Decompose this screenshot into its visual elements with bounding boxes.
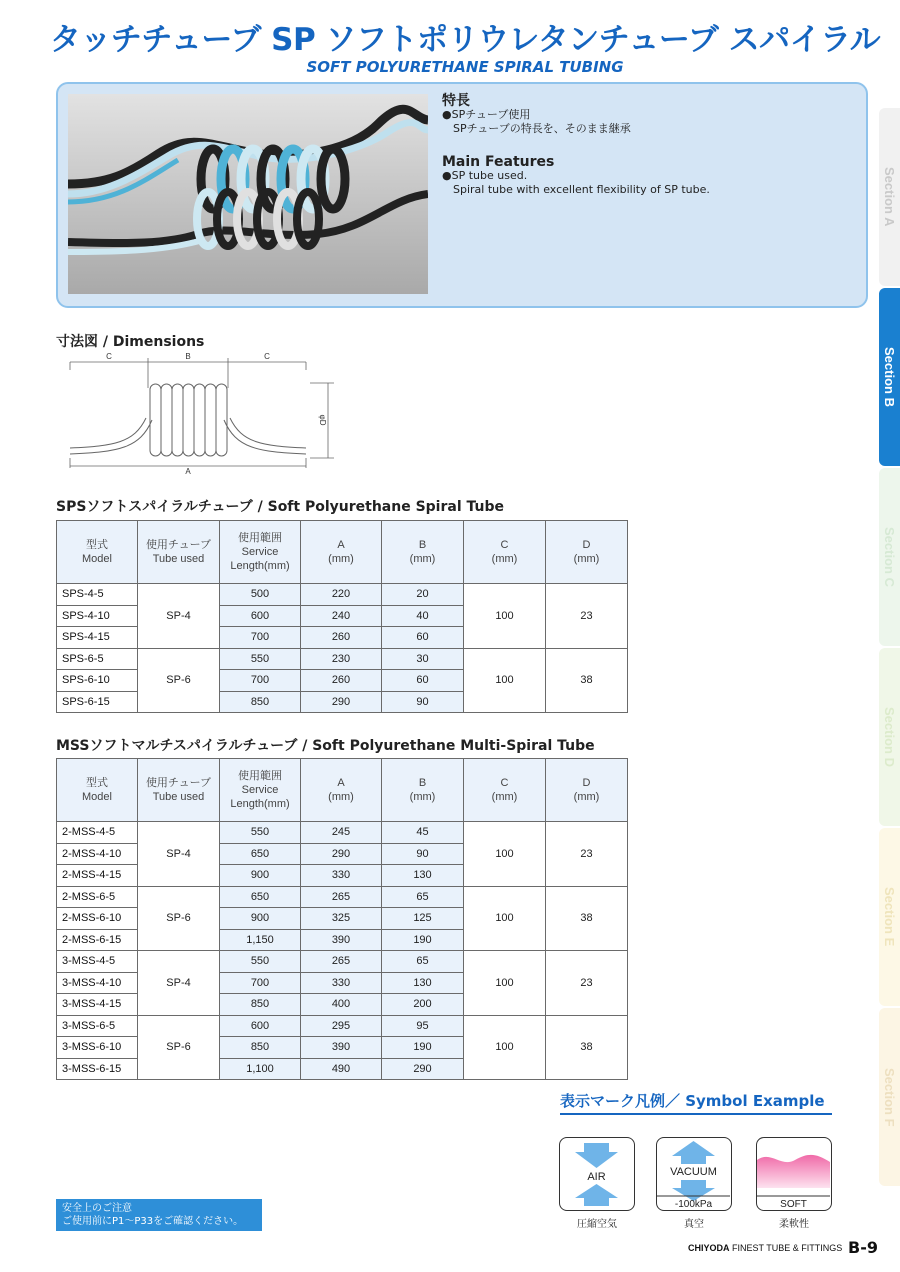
dim-label-a: A: [185, 467, 191, 476]
product-photo: [68, 94, 428, 294]
column-header-tube: 使用チューブ Tube used: [138, 521, 220, 584]
features-en: [442, 155, 862, 197]
cell-b: 90: [382, 691, 464, 713]
cell-b: 40: [382, 605, 464, 627]
mss-spec-table: [56, 758, 628, 1080]
features-jp-heading: 特長: [442, 93, 470, 109]
cell-tube: SP-6: [138, 886, 220, 951]
cell-model: SPS-6-15: [57, 691, 138, 713]
cell-b: 60: [382, 627, 464, 649]
cell-d: 38: [546, 1015, 628, 1080]
cell-tube: SP-6: [138, 648, 220, 713]
cell-a: 330: [301, 972, 382, 994]
air-symbol: [559, 1137, 635, 1211]
cell-b: 20: [382, 584, 464, 606]
cell-d: 38: [546, 886, 628, 951]
tab-section-c[interactable]: Section C: [879, 468, 900, 646]
tab-section-a[interactable]: Section A: [879, 108, 900, 286]
cell-model: SPS-6-10: [57, 670, 138, 692]
safety-notice-title: 安全上のご注意: [62, 1203, 132, 1214]
table-row: [57, 648, 628, 670]
features-en-line2: Spiral tube with excellent flexibility of SP tube.: [453, 183, 710, 196]
features-jp-line1: ●SPチューブ使用: [442, 108, 531, 121]
page-subtitle: SOFT POLYURETHANE SPIRAL TUBING: [306, 58, 624, 76]
cell-model: SPS-4-10: [57, 605, 138, 627]
dim-label-c2: C: [264, 352, 270, 361]
cell-length: 850: [220, 994, 301, 1016]
cell-tube: SP-4: [138, 584, 220, 649]
air-label: AIR: [587, 1171, 606, 1183]
cell-length: 700: [220, 627, 301, 649]
cell-a: 260: [301, 670, 382, 692]
cell-model: 2-MSS-4-15: [57, 865, 138, 887]
cell-a: 290: [301, 691, 382, 713]
tab-section-f[interactable]: Section F: [879, 1008, 900, 1186]
soft-symbol: [756, 1137, 832, 1211]
cell-length: 650: [220, 843, 301, 865]
features-jp-line2: SPチューブの特長を、そのまま継承: [453, 122, 631, 135]
cell-a: 390: [301, 929, 382, 951]
dim-label-d: φD: [318, 414, 327, 426]
cell-b: 130: [382, 972, 464, 994]
dimension-diagram: [64, 348, 344, 476]
cell-d: 23: [546, 822, 628, 887]
cell-b: 190: [382, 929, 464, 951]
table-header-row: [57, 521, 628, 584]
cell-a: 325: [301, 908, 382, 930]
column-header-d: D (mm): [546, 759, 628, 822]
cell-a: 295: [301, 1015, 382, 1037]
cell-model: SPS-6-5: [57, 648, 138, 670]
tab-section-b[interactable]: Section B: [879, 288, 900, 466]
cell-a: 260: [301, 627, 382, 649]
column-header-c: C (mm): [464, 521, 546, 584]
symbol-example-title: 表示マーク凡例／ Symbol Example: [560, 1092, 825, 1110]
column-header-tube: 使用チューブ Tube used: [138, 759, 220, 822]
cell-b: 65: [382, 886, 464, 908]
table-row: [57, 1015, 628, 1037]
table-row: [57, 886, 628, 908]
cell-tube: SP-4: [138, 822, 220, 887]
tab-section-d[interactable]: Section D: [879, 648, 900, 826]
cell-model: 3-MSS-4-5: [57, 951, 138, 973]
cell-model: 2-MSS-4-10: [57, 843, 138, 865]
cell-tube: SP-6: [138, 1015, 220, 1080]
cell-length: 700: [220, 972, 301, 994]
cell-d: 23: [546, 584, 628, 649]
safety-notice: [56, 1199, 262, 1231]
cell-c: 100: [464, 886, 546, 951]
column-header-length: 使用範囲 Service Length(mm): [220, 759, 301, 822]
cell-d: 38: [546, 648, 628, 713]
table-row: [57, 951, 628, 973]
cell-a: 390: [301, 1037, 382, 1059]
cell-c: 100: [464, 648, 546, 713]
cell-b: 200: [382, 994, 464, 1016]
cell-length: 550: [220, 951, 301, 973]
column-header-a: A (mm): [301, 759, 382, 822]
cell-model: SPS-4-15: [57, 627, 138, 649]
vacuum-caption: 真空: [684, 1219, 704, 1230]
safety-notice-text: ご使用前にP1～P33をご確認ください。: [62, 1216, 244, 1227]
cell-b: 65: [382, 951, 464, 973]
column-header-a: A (mm): [301, 521, 382, 584]
cell-a: 220: [301, 584, 382, 606]
cell-length: 500: [220, 584, 301, 606]
column-header-b: B (mm): [382, 521, 464, 584]
cell-b: 60: [382, 670, 464, 692]
cell-length: 900: [220, 908, 301, 930]
cell-length: 550: [220, 822, 301, 844]
cell-length: 900: [220, 865, 301, 887]
cell-model: 3-MSS-4-15: [57, 994, 138, 1016]
features-jp: [442, 94, 862, 136]
cell-b: 125: [382, 908, 464, 930]
column-header-b: B (mm): [382, 759, 464, 822]
table-row: [57, 584, 628, 606]
cell-tube: SP-4: [138, 951, 220, 1016]
cell-length: 1,150: [220, 929, 301, 951]
soft-caption: 柔軟性: [779, 1219, 809, 1230]
page-title: タッチチューブ SP ソフトポリウレタンチューブ スパイラル: [49, 22, 881, 58]
cell-length: 550: [220, 648, 301, 670]
cell-model: 3-MSS-6-15: [57, 1058, 138, 1080]
spiral-tube-illustration: [68, 94, 428, 294]
cell-a: 240: [301, 605, 382, 627]
vacuum-label: VACUUM: [670, 1166, 717, 1178]
cell-c: 100: [464, 951, 546, 1016]
cell-a: 490: [301, 1058, 382, 1080]
column-header-model: 型式 Model: [57, 521, 138, 584]
column-header-length: 使用範囲 Service Length(mm): [220, 521, 301, 584]
cell-model: 2-MSS-6-15: [57, 929, 138, 951]
cell-length: 850: [220, 1037, 301, 1059]
cell-a: 265: [301, 886, 382, 908]
vacuum-pressure: -100kPa: [674, 1199, 713, 1209]
features-en-heading: Main Features: [442, 154, 555, 170]
cell-model: 2-MSS-4-5: [57, 822, 138, 844]
tab-section-e[interactable]: Section E: [879, 828, 900, 1006]
cell-a: 245: [301, 822, 382, 844]
section-sidebar: [879, 0, 900, 1272]
footer-brand-tagline: FINEST TUBE & FITTINGS: [729, 1243, 843, 1253]
cell-length: 700: [220, 670, 301, 692]
cell-length: 850: [220, 691, 301, 713]
column-header-c: C (mm): [464, 759, 546, 822]
cell-b: 130: [382, 865, 464, 887]
cell-length: 600: [220, 1015, 301, 1037]
footer-brand-name: CHIYODA: [688, 1243, 730, 1253]
vacuum-symbol: [656, 1137, 732, 1211]
cell-a: 290: [301, 843, 382, 865]
cell-b: 90: [382, 843, 464, 865]
column-header-model: 型式 Model: [57, 759, 138, 822]
cell-c: 100: [464, 822, 546, 887]
dim-label-c1: C: [106, 352, 112, 361]
cell-model: SPS-4-5: [57, 584, 138, 606]
cell-model: 2-MSS-6-10: [57, 908, 138, 930]
cell-a: 265: [301, 951, 382, 973]
dim-label-b: B: [185, 352, 191, 361]
cell-c: 100: [464, 584, 546, 649]
footer-brand: [688, 1243, 842, 1253]
dimensions-title: 寸法図 / Dimensions: [56, 334, 205, 350]
cell-model: 3-MSS-6-10: [57, 1037, 138, 1059]
soft-label: SOFT: [780, 1199, 807, 1209]
table-header-row: [57, 759, 628, 822]
cell-length: 650: [220, 886, 301, 908]
cell-model: 2-MSS-6-5: [57, 886, 138, 908]
cell-a: 330: [301, 865, 382, 887]
cell-a: 230: [301, 648, 382, 670]
cell-b: 30: [382, 648, 464, 670]
cell-a: 400: [301, 994, 382, 1016]
cell-c: 100: [464, 1015, 546, 1080]
cell-length: 1,100: [220, 1058, 301, 1080]
cell-length: 600: [220, 605, 301, 627]
cell-b: 95: [382, 1015, 464, 1037]
symbol-title-underline: [560, 1113, 832, 1115]
sps-table-title: SPSソフトスパイラルチューブ / Soft Polyurethane Spiral Tube: [56, 499, 505, 515]
features-en-line1: ●SP tube used.: [442, 169, 528, 182]
page-number: B-9: [848, 1238, 878, 1257]
column-header-d: D (mm): [546, 521, 628, 584]
cell-b: 290: [382, 1058, 464, 1080]
cell-model: 3-MSS-4-10: [57, 972, 138, 994]
cell-b: 190: [382, 1037, 464, 1059]
air-caption: 圧縮空気: [577, 1219, 617, 1230]
mss-table-title: MSSソフトマルチスパイラルチューブ / Soft Polyurethane Multi-Spiral Tube: [56, 738, 595, 754]
cell-b: 45: [382, 822, 464, 844]
sps-spec-table: [56, 520, 628, 713]
table-row: [57, 822, 628, 844]
cell-model: 3-MSS-6-5: [57, 1015, 138, 1037]
cell-d: 23: [546, 951, 628, 1016]
